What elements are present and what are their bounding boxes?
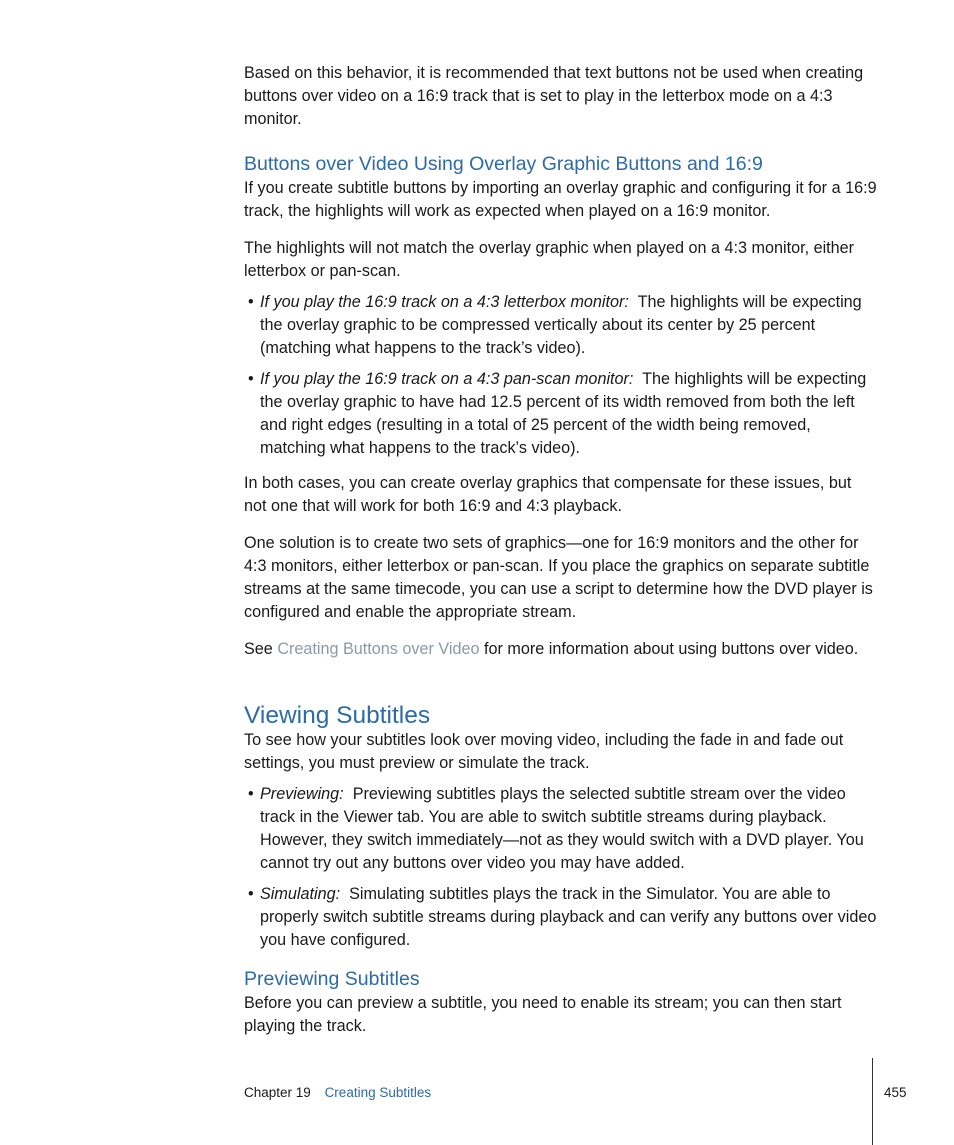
see-prefix: See xyxy=(244,640,273,658)
bullet-list xyxy=(244,783,878,952)
paragraph: To see how your subtitles look over moving video, including the fade in and fade out settings, you must preview or simulate the track. xyxy=(244,731,844,772)
list-item-term: If you play the 16:9 track on a 4:3 pan-scan monitor: xyxy=(260,370,634,388)
section-heading-overlay-buttons: Buttons over Video Using Overlay Graphic Buttons and 16:9 xyxy=(244,153,763,175)
list-item xyxy=(244,368,878,460)
bullet-marker: • xyxy=(248,293,254,311)
bullet-marker: • xyxy=(248,885,254,903)
paragraph: In both cases, you can create overlay graphics that compensate for these issues, but not one that will work for both 16:9 and 4:3 playback. xyxy=(244,474,852,515)
list-item xyxy=(244,783,878,875)
footer-chapter-title-link[interactable]: Creating Subtitles xyxy=(324,1085,432,1100)
see-suffix: for more information about using buttons over video. xyxy=(483,640,859,658)
page-content xyxy=(244,60,878,1038)
creating-buttons-over-video-link[interactable]: Creating Buttons over Video xyxy=(277,640,480,658)
see-also-paragraph xyxy=(244,638,878,661)
bullet-marker: • xyxy=(248,370,254,388)
list-item-text: The highlights will be expecting the overlay graphic to be compressed vertically about its center by 25 percent (matching what happens to the track’s video). xyxy=(260,293,862,357)
footer-chapter: Chapter 19 xyxy=(244,1085,311,1100)
paragraph: One solution is to create two sets of graphics—one for 16:9 monitors and the other for 4:3 monitors, either letterbox or pan-scan. If you place the graphics on separate subtitle streams at the same timecode, you can use a script to determine how the DVD player is configured and enable the appropriate stream. xyxy=(244,534,873,621)
list-item-text: The highlights will be expecting the overlay graphic to have had 12.5 percent of its width removed from both the left and right edges (resulting in a total of 25 percent of the width being removed, matching what happens to the track’s video). xyxy=(260,370,867,457)
footer-divider xyxy=(872,1058,873,1145)
list-item-term: Previewing: xyxy=(260,785,344,803)
page-number: 455 xyxy=(884,1085,907,1100)
list-item-text: Simulating subtitles plays the track in the Simulator. You are able to properly switch subtitle streams during playback and can verify any buttons over video you have configured. xyxy=(260,885,877,949)
bullet-marker: • xyxy=(248,785,254,803)
list-item xyxy=(244,291,878,360)
section-heading-previewing-subtitles: Previewing Subtitles xyxy=(244,968,420,990)
list-item-text: Previewing subtitles plays the selected subtitle stream over the video track in the Viewer tab. You are able to switch subtitle streams during playback. However, they switch immediately—not as they would switch with a DVD player. You cannot try out any buttons over video you may have added. xyxy=(260,785,864,872)
list-item xyxy=(244,883,878,952)
page-footer xyxy=(244,1085,431,1100)
intro-paragraph: Based on this behavior, it is recommended that text buttons not be used when creating buttons over video on a 16:9 track that is set to play in the letterbox mode on a 4:3 monitor. xyxy=(244,64,864,128)
section-heading-viewing-subtitles: Viewing Subtitles xyxy=(244,702,431,729)
paragraph: If you create subtitle buttons by importing an overlay graphic and configuring it for a 16:9 track, the highlights will work as expected when played on a 16:9 monitor. xyxy=(244,179,877,220)
paragraph: Before you can preview a subtitle, you need to enable its stream; you can then start playing the track. xyxy=(244,994,842,1035)
paragraph: The highlights will not match the overlay graphic when played on a 4:3 monitor, either letterbox or pan-scan. xyxy=(244,239,855,280)
list-item-term: If you play the 16:9 track on a 4:3 letterbox monitor: xyxy=(260,293,629,311)
list-item-term: Simulating: xyxy=(260,885,341,903)
bullet-list xyxy=(244,291,878,460)
